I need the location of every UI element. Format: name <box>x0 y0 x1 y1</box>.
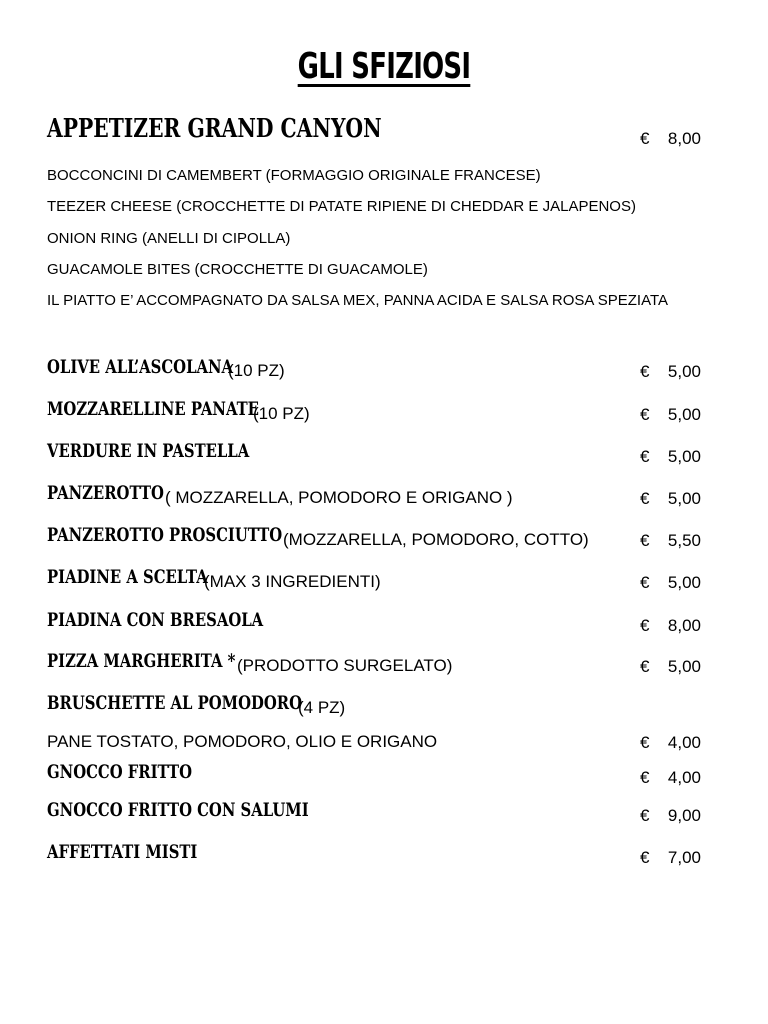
item-name: GNOCCO FRITTO CON SALUMI <box>47 799 309 821</box>
price-amount: 5,00 <box>667 573 701 592</box>
item-note: (PRODOTTO SURGELATO) <box>237 656 453 675</box>
menu-item <box>47 650 727 675</box>
description-line: IL PIATTO E’ ACCOMPAGNATO DA SALSA MEX, PANNA ACIDA E SALSA ROSA SPEZIATA <box>47 292 669 309</box>
item-name: PANZEROTTO <box>47 482 164 504</box>
description-line: GUACAMOLE BITES (CROCCHETTE DI GUACAMOLE) <box>47 261 428 278</box>
price-amount: 4,00 <box>667 768 701 787</box>
description-line: TEEZER CHEESE (CROCCHETTE DI PATATE RIPIENE DI CHEDDAR E JALAPENOS) <box>47 198 636 215</box>
description-line: BOCCONCINI DI CAMEMBERT (FORMAGGIO ORIGINALE FRANCESE) <box>47 167 541 184</box>
currency-symbol: € <box>640 531 650 550</box>
price-amount: 5,00 <box>667 447 701 466</box>
currency-symbol: € <box>640 616 650 635</box>
page-title: GLI SFIZIOSI <box>297 46 471 87</box>
item-name: PIADINE A SCELTA <box>47 566 208 588</box>
menu-item <box>47 609 727 631</box>
price-amount: 5,00 <box>667 405 701 424</box>
price-amount: 8,00 <box>667 129 701 148</box>
item-name: MOZZARELLINE PANATE <box>47 398 259 420</box>
menu-item <box>47 566 727 591</box>
currency-symbol: € <box>640 657 650 676</box>
item-note: (10 PZ) <box>253 404 310 423</box>
item-name: BRUSCHETTE AL POMODORO <box>47 692 302 714</box>
price-amount: 5,00 <box>667 362 701 381</box>
item-name: PIADINA CON BRESAOLA <box>47 609 264 631</box>
menu-item <box>47 398 727 423</box>
currency-symbol: € <box>640 768 650 787</box>
item-name: PANZEROTTO PROSCIUTTO <box>47 524 283 546</box>
item-name: PIZZA MARGHERITA * <box>47 650 236 672</box>
currency-symbol: € <box>640 573 650 592</box>
menu-item-appetizer <box>47 114 727 144</box>
currency-symbol: € <box>640 733 650 752</box>
currency-symbol: € <box>640 362 650 381</box>
price-amount: 5,00 <box>667 657 701 676</box>
menu-item <box>47 524 727 549</box>
item-name: VERDURE IN PASTELLA <box>47 440 250 462</box>
menu-item <box>47 761 727 783</box>
price-amount: 8,00 <box>667 616 701 635</box>
price-amount: 4,00 <box>667 733 701 752</box>
description-line: PANE TOSTATO, POMODORO, OLIO E ORIGANO <box>47 732 438 751</box>
item-name: AFFETTATI MISTI <box>47 841 198 863</box>
currency-symbol: € <box>640 129 650 148</box>
item-name: APPETIZER GRAND CANYON <box>47 114 382 144</box>
menu-item <box>47 482 727 507</box>
menu-item <box>47 440 727 462</box>
price-amount: 7,00 <box>667 848 701 867</box>
price-amount: 5,50 <box>667 531 701 550</box>
price-amount: 5,00 <box>667 489 701 508</box>
item-note: (10 PZ) <box>228 361 285 380</box>
currency-symbol: € <box>640 806 650 825</box>
menu-item <box>47 841 727 863</box>
price-amount: 9,00 <box>667 806 701 825</box>
item-note: ( MOZZARELLA, POMODORO E ORIGANO ) <box>165 488 513 507</box>
description-line: ONION RING (ANELLI DI CIPOLLA) <box>47 230 291 247</box>
currency-symbol: € <box>640 848 650 867</box>
item-note: (4 PZ) <box>298 698 346 717</box>
item-note: (MAX 3 INGREDIENTI) <box>204 572 381 591</box>
menu-item <box>47 356 727 378</box>
currency-symbol: € <box>640 447 650 466</box>
menu-item <box>47 799 727 821</box>
currency-symbol: € <box>640 489 650 508</box>
menu-item <box>47 692 727 717</box>
item-name: OLIVE ALL’ASCOLANA <box>47 356 234 378</box>
item-name: GNOCCO FRITTO <box>47 761 192 783</box>
item-note: (MOZZARELLA, POMODORO, COTTO) <box>283 530 589 549</box>
currency-symbol: € <box>640 405 650 424</box>
